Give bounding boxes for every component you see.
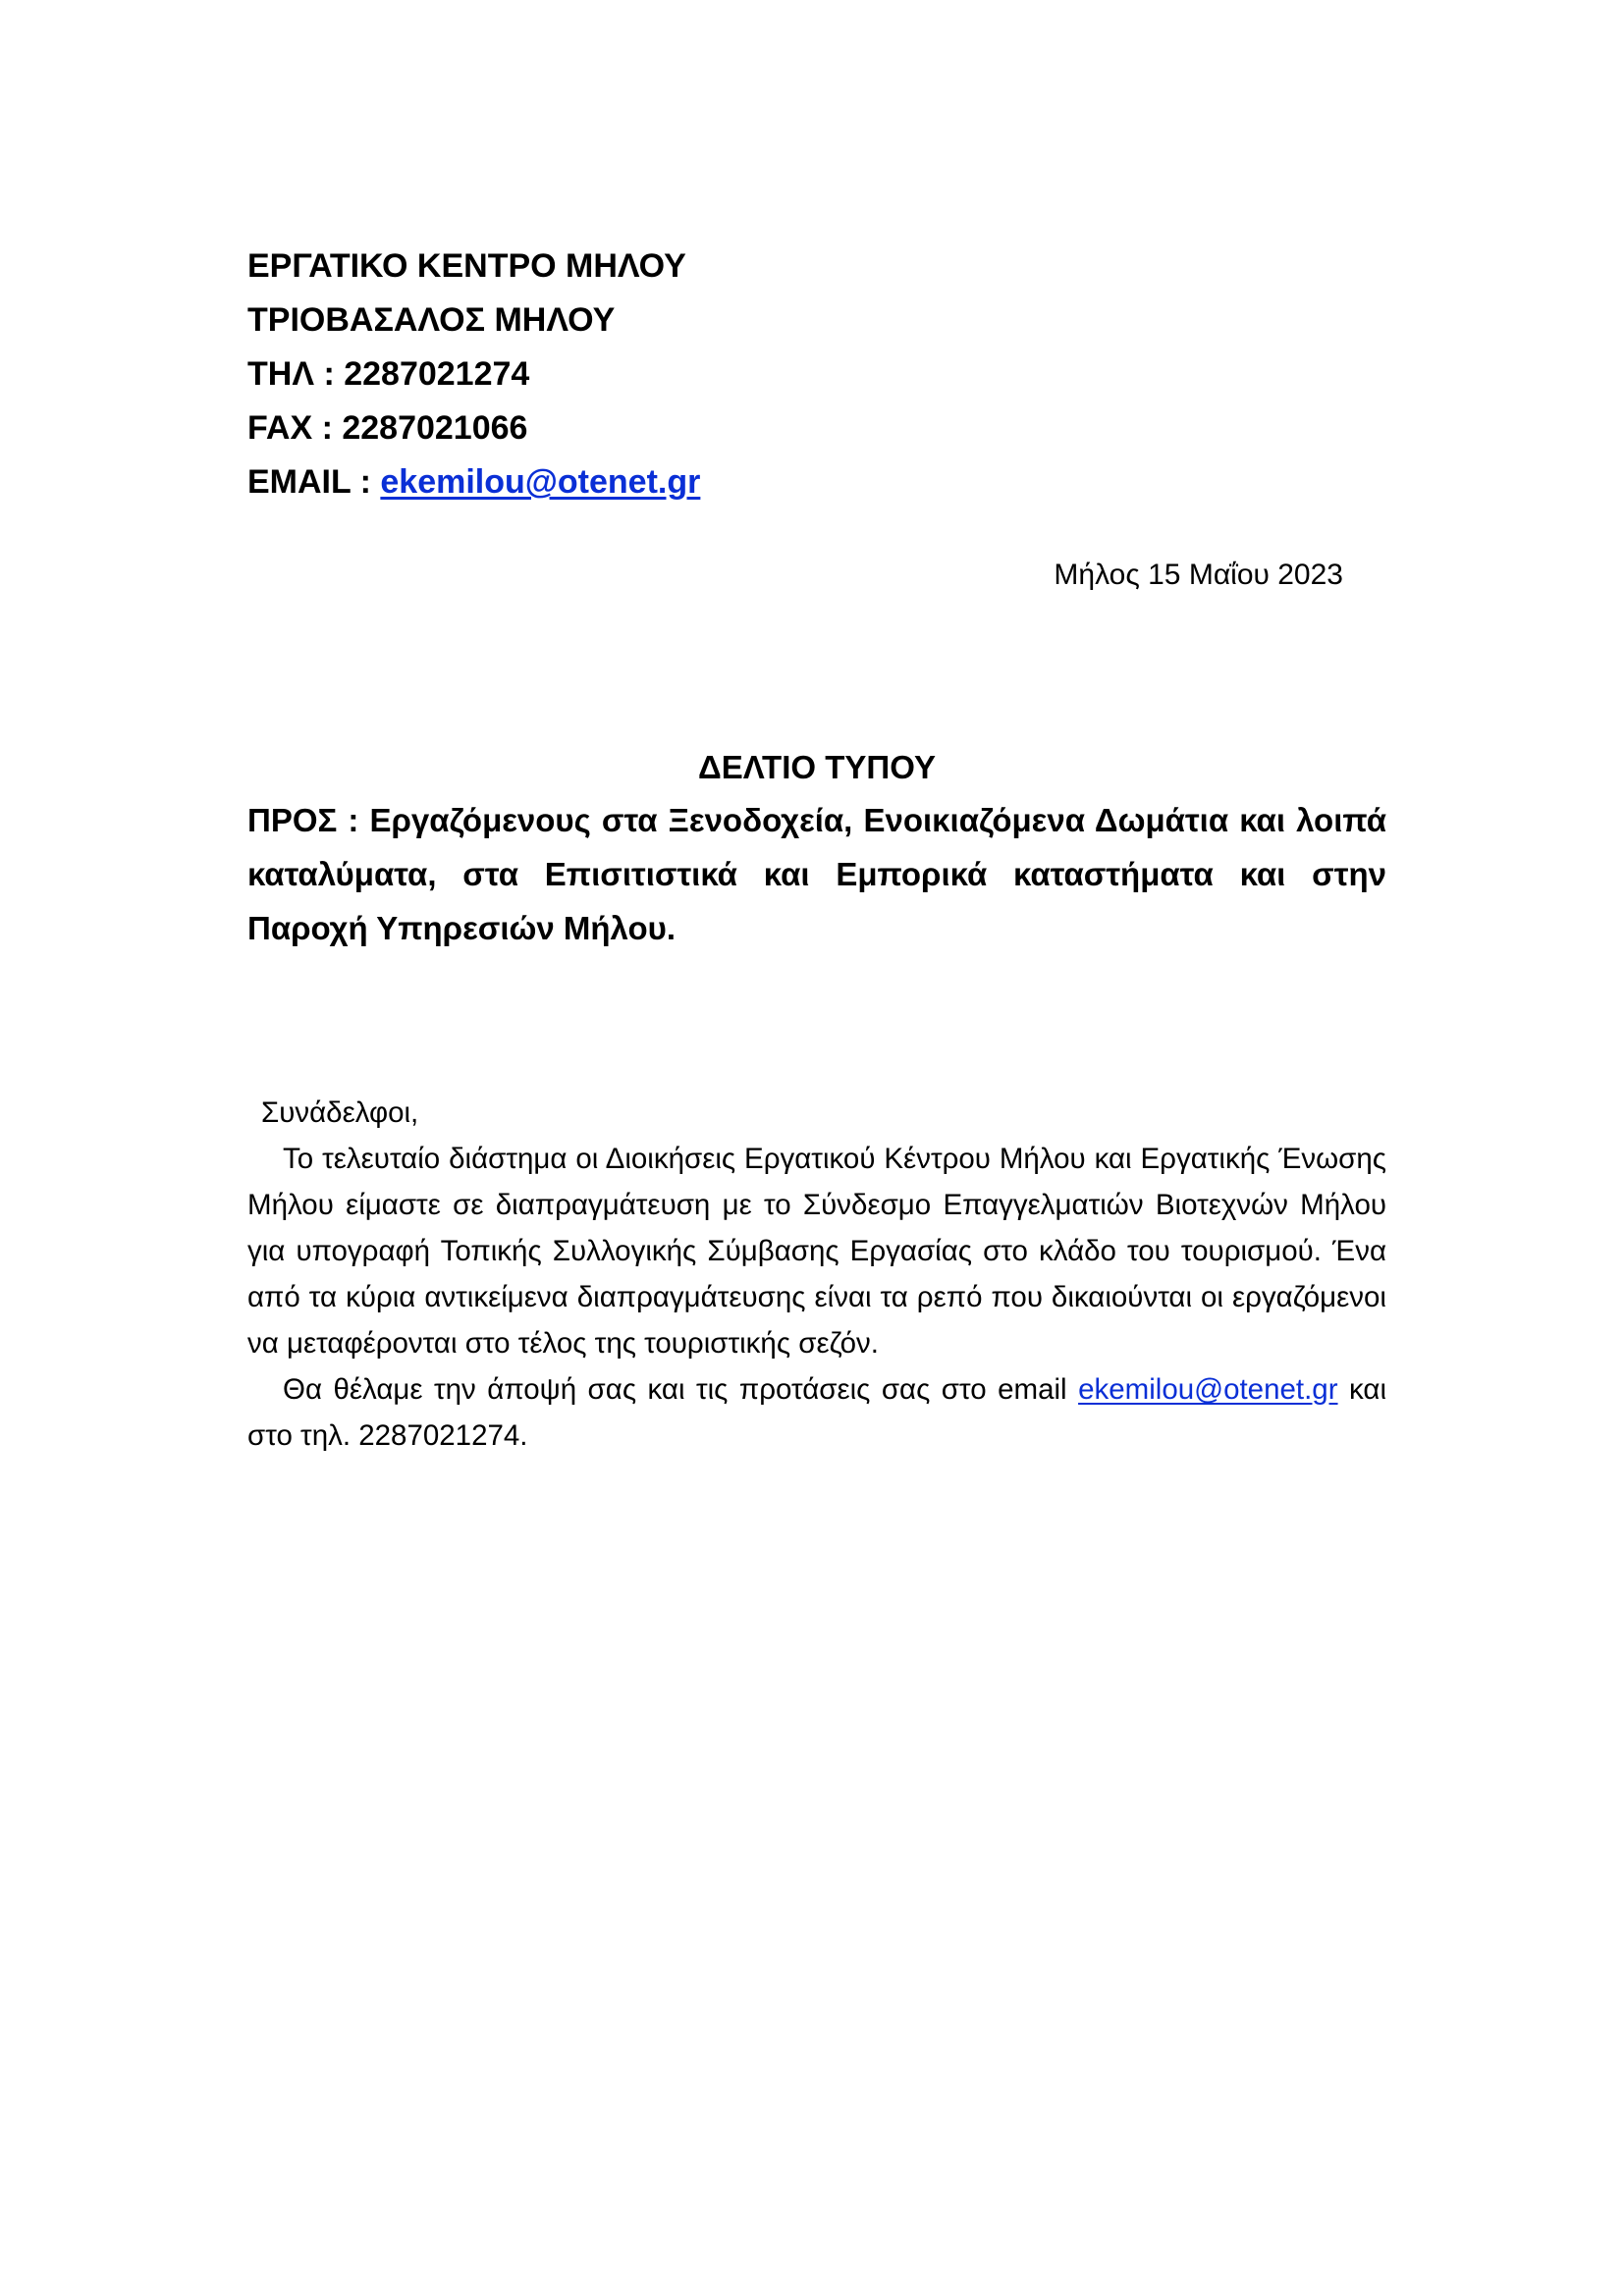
document-date: Μήλος 15 Μαΐου 2023 (1054, 559, 1343, 591)
paragraph-2-text: Θα θέλαμε την άποψή σας και τις προτάσεις σας στο email (283, 1373, 1079, 1406)
letter-body (247, 1090, 1386, 1459)
phone-number: ΤΗΛ : 2287021274 (247, 355, 530, 393)
fax-number: FAX : 2287021066 (247, 409, 528, 447)
body-paragraph-2 (247, 1366, 1386, 1459)
letterhead (247, 240, 1131, 509)
recipients-line: ΠΡΟΣ : Εργαζόμενους στα Ξενοδοχεία, Ενοικιαζόμενα Δωμάτια και λοιπά καταλύματα, στα Επισιτιστικά και Εμπορικά καταστήματα και στην Παροχή Υπηρεσιών Μήλου. (247, 802, 1386, 946)
paragraph-2-phone-text: και στο τηλ. 2287021274. (247, 1373, 1386, 1452)
organization-address: ΤΡΙΟΒΑΣΑΛΟΣ ΜΗΛΟΥ (247, 301, 616, 339)
header-email-link[interactable]: ekemilou@otenet.gr (380, 463, 701, 501)
greeting: Συνάδελφοι, (261, 1096, 419, 1129)
body-paragraph-1: Το τελευταίο διάστημα οι Διοικήσεις Εργατικού Κέντρου Μήλου και Εργατικής Ένωσης Μήλου είμαστε σε διαπραγμάτευση με το Σύνδεσμο Επαγγελματιών Βιοτεχνών Μήλου για υπογραφή Τοπικής Συλλογικής Σύμβασης Εργασίας στο κλάδο του τουρισμού. Ένα από τα κύρια αντικείμενα διαπραγμάτευσης είναι τα ρεπό που δικαιούνται οι εργαζόμενοι να μεταφέρονται στο τέλος της τουριστικής σεζόν. (247, 1143, 1386, 1360)
document-title: ΔΕΛΤΙΟ ΤΥΠΟΥ (698, 749, 936, 785)
email-line (247, 455, 1131, 509)
email-label: EMAIL : (247, 463, 381, 501)
organization-name: ΕΡΓΑΤΙΚΟ ΚΕΝΤΡΟ ΜΗΛΟΥ (247, 247, 686, 285)
body-email-link[interactable]: ekemilou@otenet.gr (1078, 1373, 1338, 1406)
